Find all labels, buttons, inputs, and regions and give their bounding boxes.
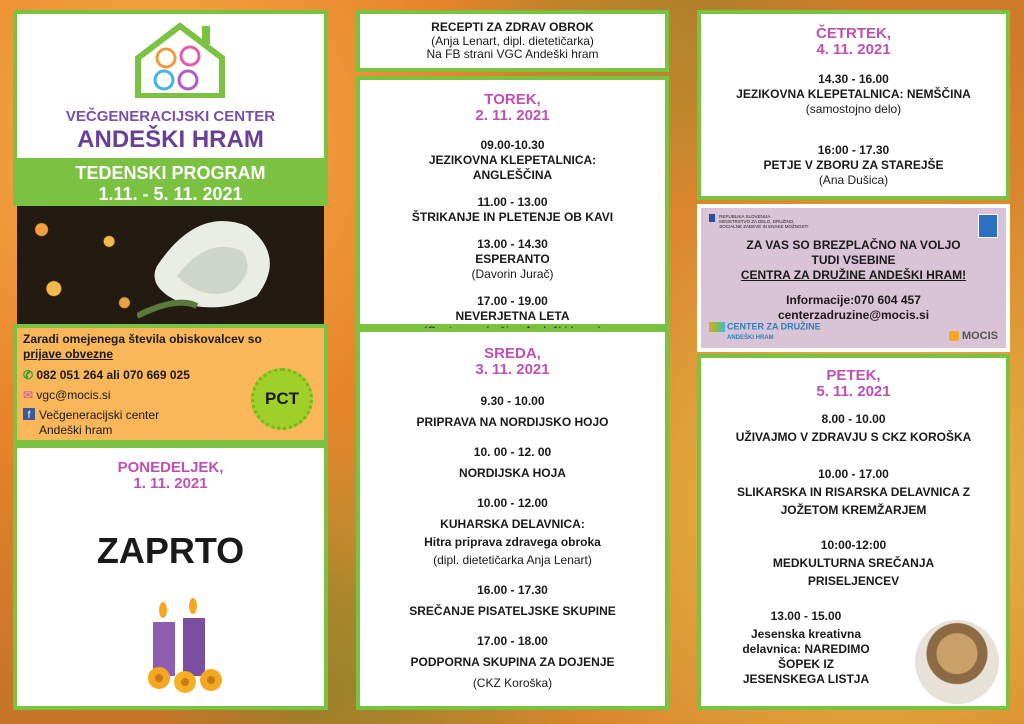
event-title: PETJE V ZBORU ZA STAREJŠE [763,158,944,172]
header-panel [13,10,328,162]
event-title: PODPORNA SKUPINA ZA DOJENJE [410,655,615,669]
event-title: UŽIVAJMO V ZDRAVJU S CKZ KOROŠKA [735,430,972,444]
event-note: (CKZ Koroška) [472,676,553,690]
event-title2: PRISELJENCEV [807,574,900,588]
ministry-line3: SOCIALNE ZADEVE IN ENAKE MOŽNOSTI [719,224,809,229]
friday-event [701,538,1006,589]
event-title: ESPERANTO [475,252,550,266]
thursday-day: ČETRTEK, [816,25,891,42]
friday-day: PETEK, [826,367,881,384]
monday-status: ZAPRTO [96,530,245,571]
ministry-logo [709,214,809,229]
monday-date: 1. 11. 2021 [133,475,208,492]
event-title: KUHARSKA DELAVNICA: [440,517,585,531]
event-time: 13.00 - 14.30 [477,237,548,251]
tuesday-event [360,195,665,225]
event-line: delavnica: NAREDIMO [742,642,870,656]
event-title: PRIPRAVA NA NORDIJSKO HOJO [416,415,609,429]
event-title: JEZIKOVNA KLEPETALNICA: [428,153,597,167]
mocis-logo [949,330,998,342]
notice-panel [13,324,328,444]
thursday-card [697,10,1010,200]
slovenia-crest-icon [709,214,715,222]
event-note: (dipl. dietetičarka Anja Lenart) [433,553,592,567]
event-title: ŠTRIKANJE IN PLETENJE OB KAVI [411,210,614,224]
event-time: 9.30 - 10.00 [480,394,545,408]
org-line1: VEČGENERACIJSKI CENTER [65,108,276,125]
event-time: 10. 00 - 12. 00 [473,445,552,459]
org-line2: ANDEŠKI HRAM [77,126,264,153]
event-time: 16:00 - 17.30 [817,143,890,157]
house-logo-icon [130,20,230,98]
wednesday-day: SREDA, [484,345,541,362]
event-line: Jesenska kreativna [750,627,862,641]
program-title: TEDENSKI PROGRAM [75,163,266,183]
event-time: 17.00 - 19.00 [477,294,548,308]
event-title: JEZIKOVNA KLEPETALNICA: NEMŠČINA [736,87,971,101]
event-title: SREČANJE PISATELJSKE SKUPINE [409,604,616,618]
tuesday-event [360,138,665,183]
promo-info: Informacije:070 604 457 [786,293,921,307]
friday-event [701,467,1006,518]
program-dates: 1.11. - 5. 11. 2021 [98,184,243,204]
pct-badge: PCT [251,368,313,430]
event-time: 8.00 - 10.00 [821,412,886,426]
monday-day: PONEDELJEK, [117,459,224,476]
wednesday-event [360,394,665,430]
event-title2: ANGLEŠČINA [472,168,553,182]
event-line: ŠOPEK IZ [777,657,834,671]
notice-fb2: Andeški hram [39,423,113,437]
logo2-text: MOCIS [961,330,998,342]
event-title2: JOŽETOM KREMŽARJEM [780,503,927,517]
event-title: NEVERJETNA LETA [455,309,570,323]
recipes-l2: (Anja Lenart, dipl. dietetičarka) [431,34,594,48]
friday-date: 5. 11. 2021 [816,383,891,400]
wednesday-event [360,445,665,481]
rose-icon [137,206,287,324]
bouquet-photo [915,620,999,704]
notice-text: Zaradi omejenega števila obiskovalcev so [23,332,262,346]
thursday-event [701,72,1006,117]
promo-l1: ZA VAS SO BREZPLAČNO NA VOLJO [746,238,961,252]
wednesday-event [360,496,665,568]
recipes-l3: Na FB strani VGC Andeški hram [426,47,599,61]
event-time: 13.00 - 15.00 [770,609,842,623]
candle-photo [17,206,324,324]
event-title: SLIKARSKA IN RISARSKA DELAVNICA Z [736,485,971,499]
notice-text2: prijave obvezne [23,347,114,361]
wednesday-date: 3. 11. 2021 [475,361,550,378]
ministry-line1: REPUBLIKA SLOVENIJA [719,214,771,219]
ravne-crest-icon [978,214,998,238]
event-note: (Ana Dušica) [818,173,889,187]
friday-event [701,609,911,687]
recipes-card [356,10,669,72]
wednesday-event [360,583,665,619]
family-center-logo [709,322,821,342]
mocis-icon [949,331,959,341]
notice-email[interactable]: vgc@mocis.si [36,388,111,402]
friday-card [697,354,1010,710]
candles-icon [141,598,231,694]
event-time: 17.00 - 18.00 [477,634,548,648]
thursday-date: 4. 11. 2021 [816,41,891,58]
event-time: 09.00-10.30 [480,138,545,152]
event-time: 14.30 - 16.00 [818,72,889,86]
wednesday-event [360,634,665,691]
event-line: JESENSKEGA LISTJA [742,672,870,686]
facebook-icon: f [23,408,35,420]
promo-card [697,204,1010,352]
tuesday-event [360,237,665,282]
event-time: 10:00-12:00 [820,538,887,552]
tuesday-card [356,76,669,328]
thursday-event [701,143,1006,188]
event-note: (samostojno delo) [805,102,902,116]
event-time: 10.00 - 17.00 [818,467,889,481]
phone-icon: ✆ [23,368,34,382]
tuesday-day: TOREK, [484,91,541,108]
event-note: (Davorin Jurač) [471,267,554,281]
monday-card [13,444,328,710]
wednesday-card [356,328,669,710]
event-title2: Hitra priprava zdravega obroka [424,535,601,549]
email-icon: ✉ [23,388,34,402]
event-title: MEDKULTURNA SREČANJA [772,556,935,570]
promo-l2: TUDI VSEBINE [811,253,896,267]
event-time: 10.00 - 12.00 [477,496,548,510]
event-time: 11.00 - 13.00 [477,195,548,209]
promo-email[interactable]: centerzadruzine@mocis.si [777,308,930,322]
friday-event [701,412,1006,445]
program-banner [13,158,328,206]
event-time: 16.00 - 17.30 [477,583,548,597]
logo1b-text: ANDEŠKI HRAM [727,335,774,341]
notice-phone[interactable]: 082 051 264 ali 070 669 025 [36,368,190,382]
tuesday-date: 2. 11. 2021 [475,107,550,124]
event-title: NORDIJSKA HOJA [459,466,566,480]
logo1-text: CENTER ZA DRUŽINE [727,321,821,332]
recipes-l1: RECEPTI ZA ZDRAV OBROK [431,20,594,34]
family-center-icon [709,322,725,332]
promo-l3: CENTRA ZA DRUŽINE ANDEŠKI HRAM! [740,268,967,282]
ministry-line2: MINISTRSTVO ZA DELO, DRUŽINO, [719,219,795,224]
notice-fb1: Večgeneracijski center [39,408,160,422]
